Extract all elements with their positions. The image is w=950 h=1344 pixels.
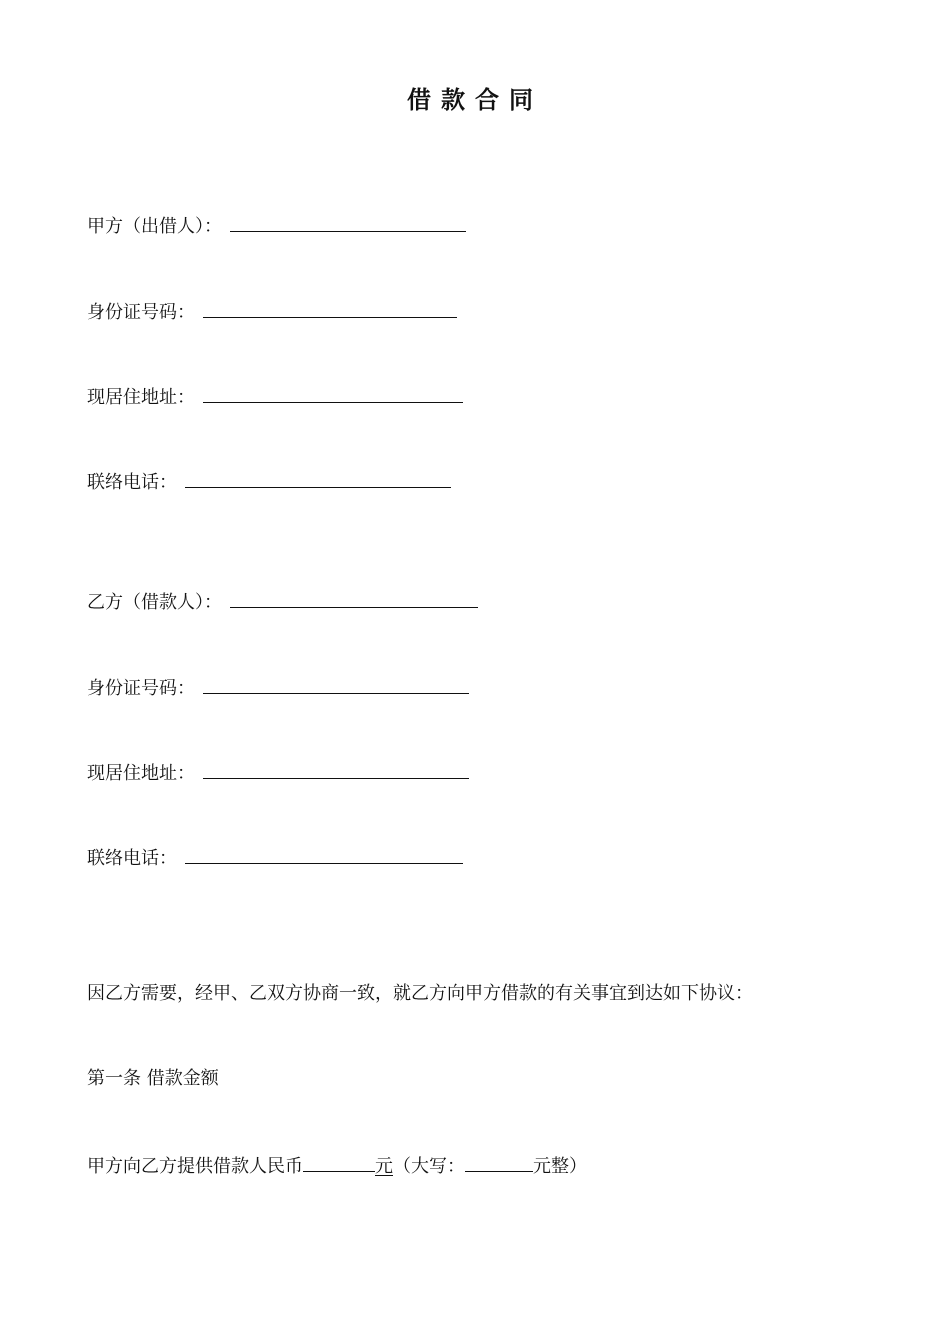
article-1-text (87, 1151, 587, 1180)
party-b-phone-label: 联络电话： (87, 848, 177, 869)
party-a-id-field[interactable] (203, 297, 457, 318)
party-a-id-row (87, 297, 457, 326)
party-b-phone-field[interactable] (185, 843, 463, 864)
party-b-address-label: 现居住地址： (87, 763, 195, 784)
article-1-text-mid: （大写： (393, 1156, 465, 1177)
party-b-name-label: 乙方（借款人）： (87, 592, 222, 613)
party-b-address-field[interactable] (203, 758, 469, 779)
party-a-address-row (87, 382, 463, 411)
preamble-paragraph: 因乙方需要，经甲、乙双方协商一致，就乙方向甲方借款的有关事宜到达如下协议： (87, 983, 753, 1004)
party-a-id-label: 身份证号码： (87, 302, 195, 323)
party-b-address-row (87, 758, 469, 787)
article-1-unit: 元 (375, 1156, 393, 1177)
party-b-name-field[interactable] (230, 587, 478, 608)
party-a-phone-label: 联络电话： (87, 472, 177, 493)
party-b-id-label: 身份证号码： (87, 678, 195, 699)
document-title: 借款合同 (407, 86, 543, 114)
party-b-name-row (87, 587, 478, 616)
loan-amount-words-field[interactable] (465, 1151, 533, 1172)
party-a-phone-row (87, 467, 451, 496)
party-a-address-field[interactable] (203, 382, 463, 403)
loan-amount-field[interactable] (303, 1151, 375, 1172)
party-a-name-label: 甲方（出借人）： (87, 216, 222, 237)
party-a-name-row (87, 211, 466, 240)
article-1-text-before: 甲方向乙方提供借款人民币 (87, 1156, 303, 1177)
party-b-phone-row (87, 843, 463, 872)
party-b-id-field[interactable] (203, 673, 469, 694)
article-1-heading: 第一条 借款金额 (87, 1068, 219, 1089)
party-b-id-row (87, 673, 469, 702)
party-a-phone-field[interactable] (185, 467, 451, 488)
party-a-address-label: 现居住地址： (87, 387, 195, 408)
article-1-text-after: 元整） (533, 1156, 587, 1177)
party-a-name-field[interactable] (230, 211, 466, 232)
